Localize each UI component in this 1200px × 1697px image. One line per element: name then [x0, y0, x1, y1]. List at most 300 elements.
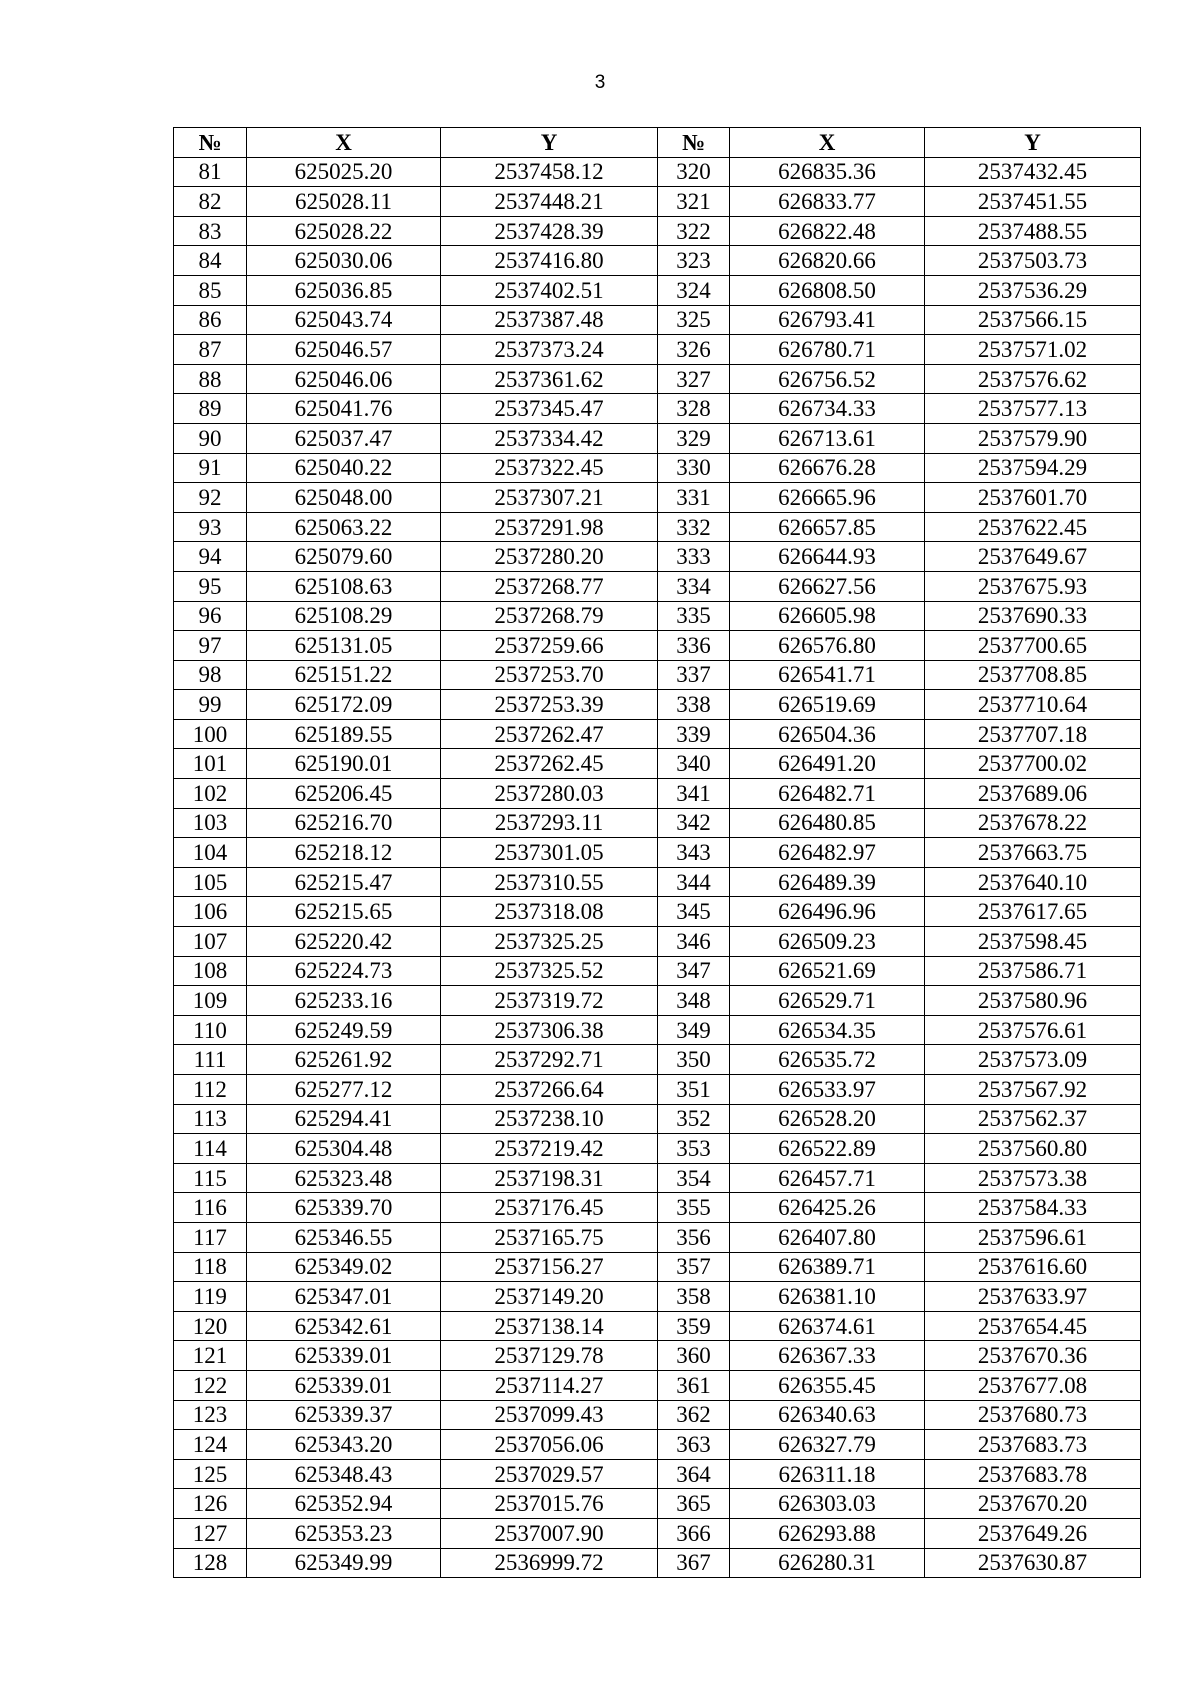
- point-number-right: 348: [658, 986, 730, 1016]
- table-row: [174, 986, 1141, 1016]
- x-coordinate-right: 626756.52: [730, 364, 925, 394]
- y-coordinate-left: 2537149.20: [441, 1282, 658, 1312]
- x-coordinate-right: 626820.66: [730, 246, 925, 276]
- x-coordinate-left: 625352.94: [247, 1489, 441, 1519]
- x-coordinate-right: 626535.72: [730, 1045, 925, 1075]
- point-number-left: 88: [174, 364, 247, 394]
- y-coordinate-left: 2537428.39: [441, 216, 658, 246]
- y-coordinate-right: 2537675.93: [925, 571, 1141, 601]
- y-coordinate-left: 2537266.64: [441, 1075, 658, 1105]
- point-number-right: 324: [658, 275, 730, 305]
- y-coordinate-right: 2537640.10: [925, 867, 1141, 897]
- point-number-right: 359: [658, 1311, 730, 1341]
- table-row: [174, 364, 1141, 394]
- y-coordinate-right: 2537616.60: [925, 1252, 1141, 1282]
- y-coordinate-left: 2536999.72: [441, 1548, 658, 1578]
- x-coordinate-left: 625040.22: [247, 453, 441, 483]
- x-coordinate-right: 626482.97: [730, 838, 925, 868]
- x-coordinate-right: 626489.39: [730, 867, 925, 897]
- point-number-left: 100: [174, 719, 247, 749]
- y-coordinate-right: 2537571.02: [925, 335, 1141, 365]
- y-coordinate-left: 2537114.27: [441, 1370, 658, 1400]
- x-coordinate-left: 625189.55: [247, 719, 441, 749]
- x-coordinate-right: 626457.71: [730, 1163, 925, 1193]
- y-coordinate-left: 2537280.20: [441, 542, 658, 572]
- point-number-right: 367: [658, 1548, 730, 1578]
- point-number-right: 337: [658, 660, 730, 690]
- point-number-left: 86: [174, 305, 247, 335]
- x-coordinate-right: 626644.93: [730, 542, 925, 572]
- point-number-right: 342: [658, 808, 730, 838]
- x-coordinate-left: 625339.01: [247, 1370, 441, 1400]
- y-coordinate-right: 2537663.75: [925, 838, 1141, 868]
- y-coordinate-left: 2537262.45: [441, 749, 658, 779]
- header-x-right: X: [730, 128, 925, 158]
- y-coordinate-right: 2537633.97: [925, 1282, 1141, 1312]
- x-coordinate-right: 626676.28: [730, 453, 925, 483]
- y-coordinate-right: 2537503.73: [925, 246, 1141, 276]
- y-coordinate-left: 2537458.12: [441, 157, 658, 187]
- point-number-left: 121: [174, 1341, 247, 1371]
- y-coordinate-left: 2537292.71: [441, 1045, 658, 1075]
- point-number-left: 94: [174, 542, 247, 572]
- point-number-right: 323: [658, 246, 730, 276]
- table-row: [174, 897, 1141, 927]
- x-coordinate-left: 625339.37: [247, 1400, 441, 1430]
- y-coordinate-left: 2537416.80: [441, 246, 658, 276]
- header-x-left: X: [247, 128, 441, 158]
- table-row: [174, 512, 1141, 542]
- point-number-left: 117: [174, 1222, 247, 1252]
- y-coordinate-right: 2537630.87: [925, 1548, 1141, 1578]
- point-number-left: 105: [174, 867, 247, 897]
- point-number-right: 334: [658, 571, 730, 601]
- y-coordinate-right: 2537677.08: [925, 1370, 1141, 1400]
- x-coordinate-right: 626425.26: [730, 1193, 925, 1223]
- page-number: 3: [594, 72, 606, 93]
- y-coordinate-left: 2537280.03: [441, 779, 658, 809]
- y-coordinate-right: 2537670.20: [925, 1489, 1141, 1519]
- point-number-left: 104: [174, 838, 247, 868]
- y-coordinate-left: 2537322.45: [441, 453, 658, 483]
- point-number-left: 84: [174, 246, 247, 276]
- y-coordinate-left: 2537165.75: [441, 1222, 658, 1252]
- x-coordinate-left: 625349.02: [247, 1252, 441, 1282]
- table-row: [174, 157, 1141, 187]
- point-number-right: 340: [658, 749, 730, 779]
- point-number-left: 108: [174, 956, 247, 986]
- point-number-right: 364: [658, 1459, 730, 1489]
- point-number-left: 106: [174, 897, 247, 927]
- table-row: [174, 1134, 1141, 1164]
- table-row: [174, 1370, 1141, 1400]
- y-coordinate-left: 2537029.57: [441, 1459, 658, 1489]
- x-coordinate-right: 626480.85: [730, 808, 925, 838]
- point-number-left: 128: [174, 1548, 247, 1578]
- point-number-right: 349: [658, 1015, 730, 1045]
- x-coordinate-right: 626576.80: [730, 631, 925, 661]
- y-coordinate-right: 2537567.92: [925, 1075, 1141, 1105]
- table-row: [174, 1341, 1141, 1371]
- x-coordinate-left: 625079.60: [247, 542, 441, 572]
- point-number-right: 345: [658, 897, 730, 927]
- table-row: [174, 187, 1141, 217]
- y-coordinate-left: 2537219.42: [441, 1134, 658, 1164]
- y-coordinate-left: 2537334.42: [441, 423, 658, 453]
- table-row: [174, 542, 1141, 572]
- x-coordinate-left: 625349.99: [247, 1548, 441, 1578]
- point-number-right: 325: [658, 305, 730, 335]
- x-coordinate-right: 626293.88: [730, 1518, 925, 1548]
- x-coordinate-left: 625294.41: [247, 1104, 441, 1134]
- table-row: [174, 423, 1141, 453]
- table-row: [174, 808, 1141, 838]
- x-coordinate-right: 626793.41: [730, 305, 925, 335]
- point-number-left: 116: [174, 1193, 247, 1223]
- x-coordinate-right: 626504.36: [730, 719, 925, 749]
- header-y-right: Y: [925, 128, 1141, 158]
- y-coordinate-right: 2537689.06: [925, 779, 1141, 809]
- y-coordinate-left: 2537402.51: [441, 275, 658, 305]
- x-coordinate-left: 625277.12: [247, 1075, 441, 1105]
- table-row: [174, 1193, 1141, 1223]
- point-number-right: 366: [658, 1518, 730, 1548]
- point-number-left: 95: [174, 571, 247, 601]
- point-number-right: 339: [658, 719, 730, 749]
- table-row: [174, 275, 1141, 305]
- x-coordinate-left: 625233.16: [247, 986, 441, 1016]
- y-coordinate-right: 2537700.65: [925, 631, 1141, 661]
- x-coordinate-right: 626340.63: [730, 1400, 925, 1430]
- point-number-right: 356: [658, 1222, 730, 1252]
- x-coordinate-left: 625030.06: [247, 246, 441, 276]
- x-coordinate-left: 625025.20: [247, 157, 441, 187]
- point-number-right: 343: [658, 838, 730, 868]
- point-number-right: 347: [658, 956, 730, 986]
- y-coordinate-right: 2537451.55: [925, 187, 1141, 217]
- y-coordinate-right: 2537683.73: [925, 1430, 1141, 1460]
- point-number-left: 109: [174, 986, 247, 1016]
- y-coordinate-left: 2537056.06: [441, 1430, 658, 1460]
- x-coordinate-right: 626605.98: [730, 601, 925, 631]
- y-coordinate-left: 2537293.11: [441, 808, 658, 838]
- table-row: [174, 394, 1141, 424]
- y-coordinate-left: 2537301.05: [441, 838, 658, 868]
- x-coordinate-left: 625036.85: [247, 275, 441, 305]
- y-coordinate-right: 2537576.62: [925, 364, 1141, 394]
- point-number-left: 101: [174, 749, 247, 779]
- table-row: [174, 1459, 1141, 1489]
- point-number-left: 83: [174, 216, 247, 246]
- x-coordinate-left: 625249.59: [247, 1015, 441, 1045]
- point-number-right: 357: [658, 1252, 730, 1282]
- point-number-left: 112: [174, 1075, 247, 1105]
- x-coordinate-right: 626522.89: [730, 1134, 925, 1164]
- y-coordinate-right: 2537622.45: [925, 512, 1141, 542]
- point-number-right: 331: [658, 483, 730, 513]
- x-coordinate-left: 625218.12: [247, 838, 441, 868]
- table-row: [174, 246, 1141, 276]
- point-number-right: 326: [658, 335, 730, 365]
- y-coordinate-right: 2537594.29: [925, 453, 1141, 483]
- x-coordinate-left: 625028.22: [247, 216, 441, 246]
- y-coordinate-left: 2537307.21: [441, 483, 658, 513]
- y-coordinate-left: 2537373.24: [441, 335, 658, 365]
- table-row: [174, 1045, 1141, 1075]
- y-coordinate-left: 2537361.62: [441, 364, 658, 394]
- x-coordinate-right: 626407.80: [730, 1222, 925, 1252]
- table-row: [174, 1548, 1141, 1578]
- x-coordinate-right: 626509.23: [730, 927, 925, 957]
- y-coordinate-right: 2537579.90: [925, 423, 1141, 453]
- point-number-left: 82: [174, 187, 247, 217]
- x-coordinate-left: 625346.55: [247, 1222, 441, 1252]
- point-number-right: 320: [658, 157, 730, 187]
- x-coordinate-left: 625172.09: [247, 690, 441, 720]
- x-coordinate-left: 625190.01: [247, 749, 441, 779]
- x-coordinate-right: 626627.56: [730, 571, 925, 601]
- x-coordinate-right: 626734.33: [730, 394, 925, 424]
- table-body: [174, 157, 1141, 1578]
- point-number-right: 327: [658, 364, 730, 394]
- x-coordinate-left: 625220.42: [247, 927, 441, 957]
- point-number-left: 103: [174, 808, 247, 838]
- point-number-left: 118: [174, 1252, 247, 1282]
- y-coordinate-right: 2537710.64: [925, 690, 1141, 720]
- y-coordinate-right: 2537488.55: [925, 216, 1141, 246]
- y-coordinate-right: 2537536.29: [925, 275, 1141, 305]
- x-coordinate-right: 626355.45: [730, 1370, 925, 1400]
- x-coordinate-right: 626482.71: [730, 779, 925, 809]
- y-coordinate-right: 2537432.45: [925, 157, 1141, 187]
- point-number-left: 102: [174, 779, 247, 809]
- point-number-left: 115: [174, 1163, 247, 1193]
- table-row: [174, 1252, 1141, 1282]
- point-number-right: 362: [658, 1400, 730, 1430]
- x-coordinate-left: 625063.22: [247, 512, 441, 542]
- y-coordinate-right: 2537707.18: [925, 719, 1141, 749]
- y-coordinate-left: 2537310.55: [441, 867, 658, 897]
- point-number-left: 125: [174, 1459, 247, 1489]
- y-coordinate-left: 2537198.31: [441, 1163, 658, 1193]
- y-coordinate-right: 2537586.71: [925, 956, 1141, 986]
- y-coordinate-right: 2537654.45: [925, 1311, 1141, 1341]
- point-number-right: 328: [658, 394, 730, 424]
- y-coordinate-left: 2537345.47: [441, 394, 658, 424]
- y-coordinate-right: 2537573.38: [925, 1163, 1141, 1193]
- point-number-left: 114: [174, 1134, 247, 1164]
- point-number-left: 81: [174, 157, 247, 187]
- y-coordinate-left: 2537268.79: [441, 601, 658, 631]
- header-number-right: №: [658, 128, 730, 158]
- table-row: [174, 1400, 1141, 1430]
- x-coordinate-right: 626541.71: [730, 660, 925, 690]
- table-row: [174, 1430, 1141, 1460]
- point-number-right: 351: [658, 1075, 730, 1105]
- point-number-right: 344: [658, 867, 730, 897]
- point-number-left: 127: [174, 1518, 247, 1548]
- point-number-left: 124: [174, 1430, 247, 1460]
- point-number-left: 87: [174, 335, 247, 365]
- point-number-right: 350: [658, 1045, 730, 1075]
- y-coordinate-left: 2537387.48: [441, 305, 658, 335]
- table-row: [174, 719, 1141, 749]
- point-number-right: 361: [658, 1370, 730, 1400]
- point-number-right: 322: [658, 216, 730, 246]
- x-coordinate-left: 625261.92: [247, 1045, 441, 1075]
- x-coordinate-right: 626657.85: [730, 512, 925, 542]
- point-number-right: 341: [658, 779, 730, 809]
- table-row: [174, 927, 1141, 957]
- coordinates-table: [173, 127, 1141, 1578]
- x-coordinate-left: 625206.45: [247, 779, 441, 809]
- table-row: [174, 779, 1141, 809]
- point-number-right: 363: [658, 1430, 730, 1460]
- y-coordinate-right: 2537708.85: [925, 660, 1141, 690]
- x-coordinate-right: 626374.61: [730, 1311, 925, 1341]
- y-coordinate-right: 2537560.80: [925, 1134, 1141, 1164]
- point-number-left: 98: [174, 660, 247, 690]
- y-coordinate-left: 2537138.14: [441, 1311, 658, 1341]
- y-coordinate-left: 2537291.98: [441, 512, 658, 542]
- y-coordinate-right: 2537700.02: [925, 749, 1141, 779]
- y-coordinate-right: 2537690.33: [925, 601, 1141, 631]
- table-row: [174, 1163, 1141, 1193]
- x-coordinate-left: 625037.47: [247, 423, 441, 453]
- x-coordinate-right: 626367.33: [730, 1341, 925, 1371]
- x-coordinate-left: 625339.70: [247, 1193, 441, 1223]
- table-header-row: [174, 128, 1141, 158]
- table-row: [174, 1015, 1141, 1045]
- table-row: [174, 1311, 1141, 1341]
- table-row: [174, 660, 1141, 690]
- point-number-left: 120: [174, 1311, 247, 1341]
- point-number-right: 333: [658, 542, 730, 572]
- table-row: [174, 631, 1141, 661]
- table-row: [174, 1518, 1141, 1548]
- y-coordinate-left: 2537448.21: [441, 187, 658, 217]
- y-coordinate-right: 2537617.65: [925, 897, 1141, 927]
- x-coordinate-right: 626833.77: [730, 187, 925, 217]
- table-row: [174, 216, 1141, 246]
- x-coordinate-right: 626496.96: [730, 897, 925, 927]
- y-coordinate-right: 2537596.61: [925, 1222, 1141, 1252]
- point-number-left: 113: [174, 1104, 247, 1134]
- point-number-right: 321: [658, 187, 730, 217]
- point-number-right: 338: [658, 690, 730, 720]
- y-coordinate-left: 2537325.52: [441, 956, 658, 986]
- y-coordinate-right: 2537584.33: [925, 1193, 1141, 1223]
- x-coordinate-right: 626311.18: [730, 1459, 925, 1489]
- table-row: [174, 867, 1141, 897]
- point-number-left: 110: [174, 1015, 247, 1045]
- y-coordinate-right: 2537566.15: [925, 305, 1141, 335]
- point-number-right: 330: [658, 453, 730, 483]
- y-coordinate-left: 2537099.43: [441, 1400, 658, 1430]
- point-number-left: 91: [174, 453, 247, 483]
- y-coordinate-right: 2537573.09: [925, 1045, 1141, 1075]
- y-coordinate-left: 2537129.78: [441, 1341, 658, 1371]
- x-coordinate-right: 626713.61: [730, 423, 925, 453]
- y-coordinate-left: 2537253.39: [441, 690, 658, 720]
- y-coordinate-left: 2537262.47: [441, 719, 658, 749]
- x-coordinate-left: 625215.65: [247, 897, 441, 927]
- y-coordinate-right: 2537678.22: [925, 808, 1141, 838]
- point-number-left: 85: [174, 275, 247, 305]
- x-coordinate-left: 625216.70: [247, 808, 441, 838]
- table-row: [174, 571, 1141, 601]
- point-number-right: 360: [658, 1341, 730, 1371]
- x-coordinate-left: 625108.29: [247, 601, 441, 631]
- x-coordinate-right: 626780.71: [730, 335, 925, 365]
- point-number-right: 355: [658, 1193, 730, 1223]
- x-coordinate-right: 626303.03: [730, 1489, 925, 1519]
- x-coordinate-right: 626381.10: [730, 1282, 925, 1312]
- x-coordinate-right: 626533.97: [730, 1075, 925, 1105]
- table-row: [174, 838, 1141, 868]
- point-number-right: 354: [658, 1163, 730, 1193]
- x-coordinate-right: 626519.69: [730, 690, 925, 720]
- x-coordinate-right: 626491.20: [730, 749, 925, 779]
- y-coordinate-left: 2537176.45: [441, 1193, 658, 1223]
- table-row: [174, 335, 1141, 365]
- y-coordinate-left: 2537325.25: [441, 927, 658, 957]
- y-coordinate-left: 2537306.38: [441, 1015, 658, 1045]
- x-coordinate-left: 625342.61: [247, 1311, 441, 1341]
- y-coordinate-right: 2537580.96: [925, 986, 1141, 1016]
- x-coordinate-left: 625348.43: [247, 1459, 441, 1489]
- point-number-right: 336: [658, 631, 730, 661]
- y-coordinate-right: 2537680.73: [925, 1400, 1141, 1430]
- x-coordinate-left: 625304.48: [247, 1134, 441, 1164]
- point-number-right: 346: [658, 927, 730, 957]
- point-number-left: 99: [174, 690, 247, 720]
- y-coordinate-right: 2537562.37: [925, 1104, 1141, 1134]
- y-coordinate-left: 2537319.72: [441, 986, 658, 1016]
- x-coordinate-left: 625046.06: [247, 364, 441, 394]
- x-coordinate-left: 625041.76: [247, 394, 441, 424]
- table-row: [174, 749, 1141, 779]
- x-coordinate-left: 625131.05: [247, 631, 441, 661]
- point-number-left: 96: [174, 601, 247, 631]
- x-coordinate-left: 625224.73: [247, 956, 441, 986]
- point-number-left: 97: [174, 631, 247, 661]
- point-number-right: 358: [658, 1282, 730, 1312]
- point-number-right: 352: [658, 1104, 730, 1134]
- table-row: [174, 1222, 1141, 1252]
- point-number-right: 365: [658, 1489, 730, 1519]
- table-row: [174, 956, 1141, 986]
- x-coordinate-left: 625353.23: [247, 1518, 441, 1548]
- point-number-right: 332: [658, 512, 730, 542]
- x-coordinate-right: 626389.71: [730, 1252, 925, 1282]
- y-coordinate-right: 2537577.13: [925, 394, 1141, 424]
- x-coordinate-right: 626534.35: [730, 1015, 925, 1045]
- y-coordinate-left: 2537156.27: [441, 1252, 658, 1282]
- x-coordinate-right: 626327.79: [730, 1430, 925, 1460]
- point-number-right: 329: [658, 423, 730, 453]
- point-number-left: 111: [174, 1045, 247, 1075]
- y-coordinate-left: 2537268.77: [441, 571, 658, 601]
- x-coordinate-left: 625048.00: [247, 483, 441, 513]
- y-coordinate-left: 2537318.08: [441, 897, 658, 927]
- table-row: [174, 1075, 1141, 1105]
- point-number-left: 93: [174, 512, 247, 542]
- y-coordinate-right: 2537649.26: [925, 1518, 1141, 1548]
- header-y-left: Y: [441, 128, 658, 158]
- point-number-left: 119: [174, 1282, 247, 1312]
- x-coordinate-left: 625046.57: [247, 335, 441, 365]
